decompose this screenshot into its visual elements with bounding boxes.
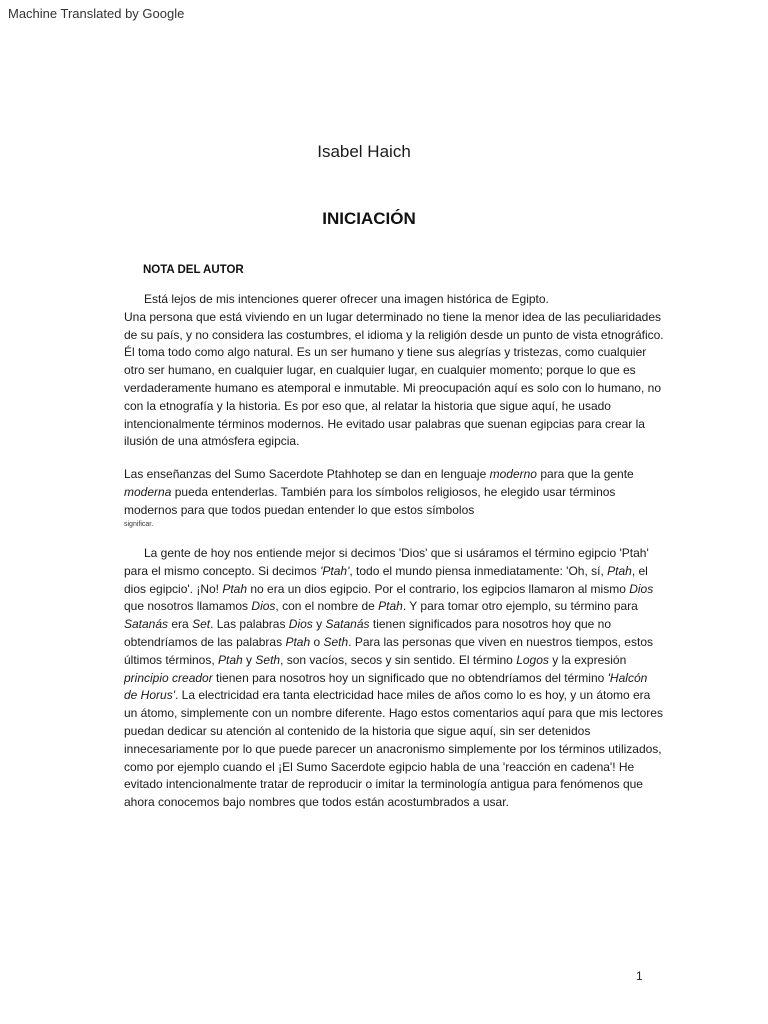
paragraph-line: Está lejos de mis intenciones querer ofrecer una imagen histórica de Egipto. [144,292,549,306]
paragraph-line [124,705,664,723]
paragraph-line [124,502,664,520]
emphasis-run: 'Ptah' [320,563,350,578]
text-run: , con el nombre de [275,599,379,614]
paragraph-line [124,776,664,794]
text-run: que nosotros llamamos [124,599,252,614]
text-run: un átomo, simplemente con un nombre diferente. Hago estos comentarios aquí para que mis lectores [124,706,663,721]
paragraph-line [124,634,664,652]
emphasis-run: Ptah [222,581,248,596]
emphasis-run: Ptah [607,563,632,578]
emphasis-run: de Horus' [124,688,175,703]
paragraph-line [124,466,664,484]
paragraph-line [124,563,664,581]
emphasis-run: principio creador [124,670,213,685]
text-run: y [312,617,326,632]
paragraph-line [124,670,664,688]
paragraph-line: Una persona que está viviendo en un lugar determinado no tiene la menor idea de las peculiaridades [124,309,662,324]
text-run: pueda entenderlas. También para los símbolos religiosos, he elegido usar términos [171,484,616,499]
text-run: obtendríamos de las palabras [124,634,286,649]
text-run: ahora conocemos bajo nombres que todos están acostumbrados a usar. [124,795,509,810]
paragraph-line: de su país, y no considera las costumbres, el idioma y la religión desde un punto de vista etnográfico. [124,327,664,342]
emphasis-run: moderna [124,484,172,499]
emphasis-run: Ptah [218,652,243,667]
section-heading: NOTA DEL AUTOR [143,264,244,276]
emphasis-run: Seth [323,634,349,649]
text-run: para que la gente [536,467,634,481]
text-run: Las enseñanzas del Sumo Sacerdote Ptahhotep se dan en lenguaje [124,467,490,481]
paragraph-line [124,652,664,670]
machine-translation-banner: Machine Translated by Google [8,6,185,21]
document-title: INICIACIÓN [322,209,416,228]
text-run: dios egipcio'. ¡No! [124,581,223,596]
text-run: modernos para que todos puedan entender lo que estos símbolos [124,502,475,517]
paragraph-author-intent [124,291,664,451]
emphasis-run: Set [192,617,211,632]
text-run: era [168,617,193,632]
text-run: últimos términos, [124,652,219,667]
paragraph-line: con la etnografía y la historia. Es por eso que, al relatar la historia que sigue aquí, he usado [124,398,611,413]
emphasis-run: Ptah [285,634,311,649]
author-name: Isabel Haich [317,142,411,161]
text-run: , son vacíos, secos y sin sentido. El término [280,652,517,667]
emphasis-run: 'Halcón [607,670,648,685]
text-run: tienen para nosotros hoy un significado que no obtendríamos del término [212,670,608,685]
text-run: , todo el mundo piensa inmediatamente: 'Oh, sí, [349,563,608,578]
paragraph-line [124,759,664,777]
paragraph-line: ilusión de una atmósfera egipcia. [124,434,300,449]
paragraph-line [124,484,664,502]
paragraph-line [124,545,664,563]
page-number: 1 [636,969,643,983]
paragraph-line [124,581,664,599]
paragraph-line: Él toma todo como algo natural. Es un ser humano y tiene sus alegrías y tristezas, como cualquier [124,345,647,360]
paragraph-line [124,741,664,759]
text-run: La gente de hoy nos entiende mejor si decimos 'Dios' que si usáramos el término egipcio 'Ptah' [144,546,649,560]
paragraph-line: intencionalmente términos modernos. He evitado usar palabras que suenan egipcias para crear la [124,416,645,431]
paragraph-line: verdaderamente humano es atemporal e inmutable. Mi preocupación aquí es solo con lo humano, no [124,380,661,395]
text-run: o [310,634,324,649]
text-run: y [242,652,256,667]
paragraph-line [124,794,664,812]
emphasis-run: Dios [288,617,313,632]
paragraph-line: otro ser humano, en cualquier lugar, en cualquier lugar, en cualquier momento; porque lo que es [124,363,636,378]
text-run: puedan dedicar su atención al contenido de la historia que sigue aquí, sin ser detenidos [124,723,591,738]
emphasis-run: Satanás [124,617,169,632]
emphasis-run: Dios [629,581,654,596]
text-run: , el [631,563,648,578]
text-run: como por ejemplo cuando el ¡El Sumo Sacerdote egipcio habla de una 'reacción en cadena'! He [124,759,635,774]
emphasis-run: Ptah [378,599,403,614]
text-run: no era un dios egipcio. Por el contrario, los egipcios llamaron al mismo [247,581,630,596]
paragraph-terminology [124,545,664,812]
text-run: . Para las personas que viven en nuestros tiempos, estos [348,634,653,649]
text-run: tienen significados para nosotros hoy que no [369,617,612,632]
text-run: y la expresión [548,652,627,667]
text-run: para el mismo concepto. Si decimos [124,563,321,578]
emphasis-run: Seth [255,652,281,667]
paragraph-line [124,598,664,616]
emphasis-run: Dios [251,599,276,614]
text-run: evitado intencionalmente tratar de reproducir o imitar la terminología antigua para fenómenos que [124,777,643,792]
emphasis-run: Logos [516,652,549,667]
paragraph-line [124,616,664,634]
paragraph-line [124,723,664,741]
text-run: . Las palabras [210,617,289,632]
text-run: . Y para tomar otro ejemplo, su término para [402,599,638,614]
emphasis-run: moderno [489,467,537,481]
small-note: significar. [124,521,154,528]
text-run: innecesariamente por lo que puede parecer un anacronismo simplemente por los términos utilizados, [124,741,662,756]
paragraph-line [124,687,664,705]
paragraph-teachings [124,466,664,519]
emphasis-run: Satanás [325,617,370,632]
text-run: . La electricidad era tanta electricidad hace miles de años como lo es hoy, y un átomo era [174,688,651,703]
